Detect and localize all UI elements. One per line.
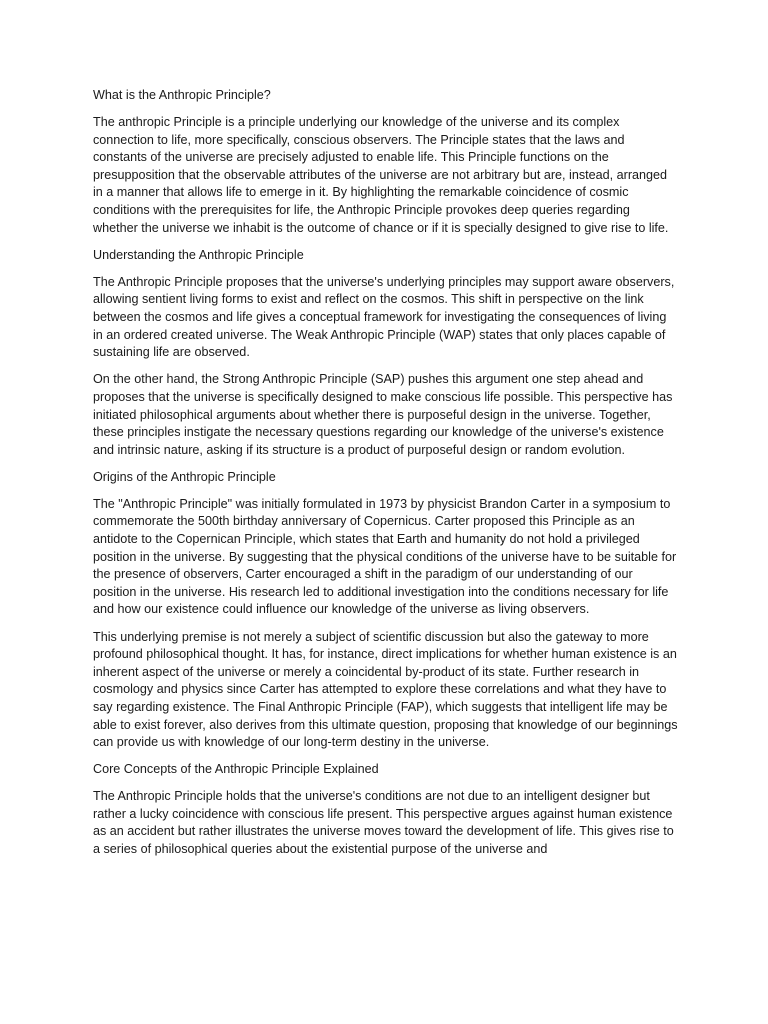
paragraph: The "Anthropic Principle" was initially formulated in 1973 by physicist Brandon Carter in a symposium to commemorate the 500th birthday anniversary of Copernicus. Carter proposed this Principle as an antidote to the Copernican Principle, which states that Earth and humanity do not hold a privileged position in the universe. By suggesting that the physical conditions of the universe have to be suitable for the presence of observers, Carter encouraged a shift in the paradigm of our understanding of our position in the universe. His research led to additional investigation into the conditions necessary for life and how our existence could influence our knowledge of the universe as living observers. [93, 496, 677, 617]
section-heading: Origins of the Anthropic Principle [93, 469, 276, 484]
section-heading: What is the Anthropic Principle? [93, 88, 271, 102]
section-heading: Understanding the Anthropic Principle [93, 247, 304, 262]
paragraph: On the other hand, the Strong Anthropic Principle (SAP) pushes this argument one step ahead and proposes that the universe is specifically designed to make conscious life possible. This perspective has initiated philosophical arguments about whether there is purposeful design in the universe. Together, these principles instigate the necessary questions regarding our knowledge of the universe's existence and intrinsic nature, asking if its structure is a product of purposeful design or random evolution. [93, 372, 673, 457]
section-heading: Core Concepts of the Anthropic Principle Explained [93, 762, 379, 777]
paragraph: This underlying premise is not merely a subject of scientific discussion but also the gateway to more profound philosophical thought. It has, for instance, direct implications for whether human existence is an inherent aspect of the universe or merely a coincidental by-product of its state. Further research in cosmology and physics since Carter has attempted to explore these correlations and what they have to say regarding existence. The Final Anthropic Principle (FAP), which suggests that intelligent life may be able to exist forever, also derives from this ultimate question, proposing that knowledge of our beginnings can provide us with knowledge of our long-term destiny in the universe. [93, 629, 678, 750]
paragraph: The anthropic Principle is a principle underlying our knowledge of the universe and its complex connection to life, more specifically, conscious observers. The Principle states that the laws and constants of the universe are precisely adjusted to enable life. This Principle functions on the presupposition that the observable attributes of the universe are not arbitrary but are, instead, arranged in a manner that allows life to emerge in it. By highlighting the remarkable coincidence of cosmic conditions with the prerequisites for life, the Anthropic Principle provokes deep queries regarding whether the universe we inhabit is the outcome of chance or if it is specially designed to give rise to life. [93, 115, 669, 235]
paragraph: The Anthropic Principle proposes that the universe's underlying principles may support aware observers, allowing sentient living forms to exist and reflect on the cosmos. This shift in perspective on the link between the cosmos and life gives a conceptual framework for investigating the consequences of living in an ordered created universe. The Weak Anthropic Principle (WAP) states that only places capable of sustaining life are observed. [93, 274, 675, 360]
paragraph: The Anthropic Principle holds that the universe's conditions are not due to an intelligent designer but rather a lucky coincidence with conscious life present. This perspective argues against human existence as an accident but rather illustrates the universe moves toward the development of life. This gives rise to a series of philosophical queries about the existential purpose of the universe and [93, 789, 674, 857]
